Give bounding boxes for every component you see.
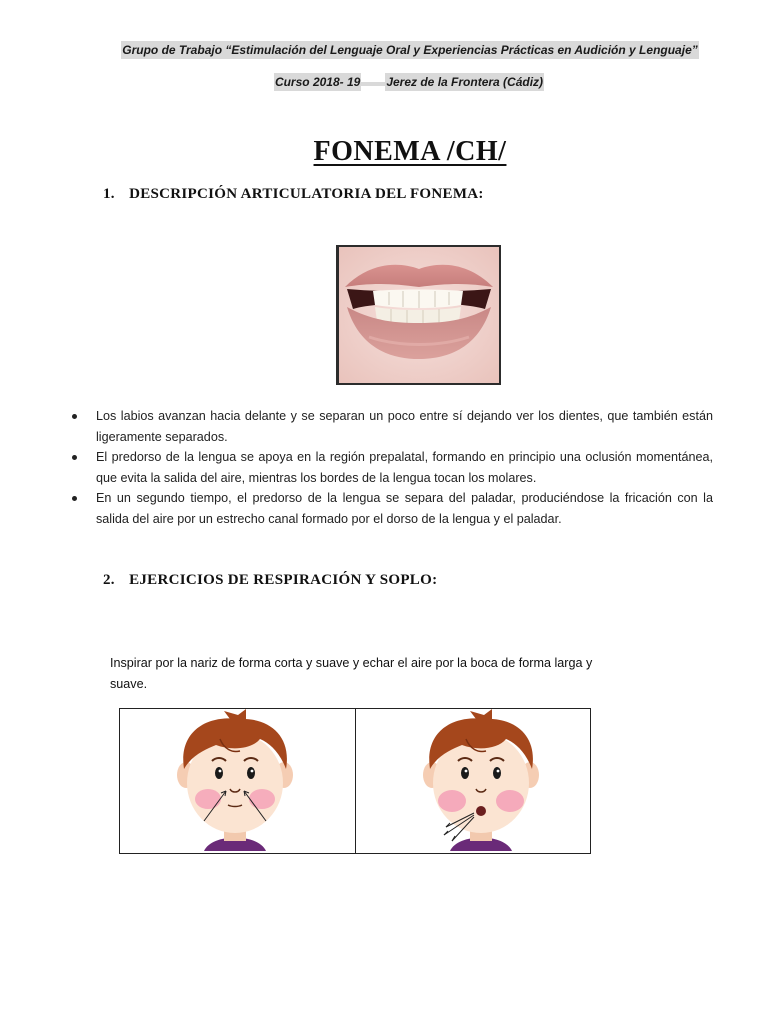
bullet-text: Los labios avanzan hacia delante y se separan un poco entre sí dejando ver los dientes, que también están ligeramente separados. [96, 409, 713, 444]
bullet-icon [72, 455, 77, 460]
bullet-icon [72, 414, 77, 419]
section-1-heading [103, 186, 484, 203]
section-2-number: 2. [103, 572, 115, 588]
header-course-text: Curso 2018- 19 [274, 75, 361, 89]
list-item [68, 447, 713, 488]
section-1-title: DESCRIPCIÓN ARTICULATORIA DEL FONEMA: [129, 186, 484, 202]
header-course-line [25, 75, 768, 89]
child-face-blow-icon [356, 709, 593, 853]
section-2-title: EJERCICIOS DE RESPIRACIÓN Y SOPLO: [129, 572, 438, 588]
page-title: FONEMA /CH/ [313, 136, 507, 167]
mouth-photo-icon [336, 245, 501, 385]
faces-table [119, 708, 591, 854]
breathing-instruction: Inspirar por la nariz de forma corta y suave y echar el aire por la boca de forma larga y suave. [110, 656, 593, 691]
list-item [68, 488, 713, 529]
header-place-text: Jerez de la Frontera (Cádiz) [386, 75, 544, 89]
bullet-text: En un segundo tiempo, el predorso de la lengua se separa del paladar, produciéndose la fricación con la salida del aire por un estrecho canal formado por el dorso de la lengua y el paladar. [96, 491, 713, 526]
list-item [68, 406, 713, 447]
section-1-number: 1. [103, 186, 115, 202]
header-group-line [26, 43, 768, 57]
header-group-text: Grupo de Trabajo “Estimulación del Lenguaje Oral y Experiencias Prácticas en Audición y Lenguaje” [122, 43, 698, 57]
bullet-text: El predorso de la lengua se apoya en la región prepalatal, formando en principio una oclusión momentánea, que evita la salida del aire, mientras los bordes de la lengua tocan los molares. [96, 450, 713, 485]
bullet-icon [72, 496, 77, 501]
face-cell-inhale [120, 709, 355, 853]
child-face-inhale-icon [120, 709, 352, 853]
section-2-heading [103, 572, 437, 589]
articulation-bullet-list [68, 406, 713, 530]
face-cell-exhale [355, 709, 591, 853]
